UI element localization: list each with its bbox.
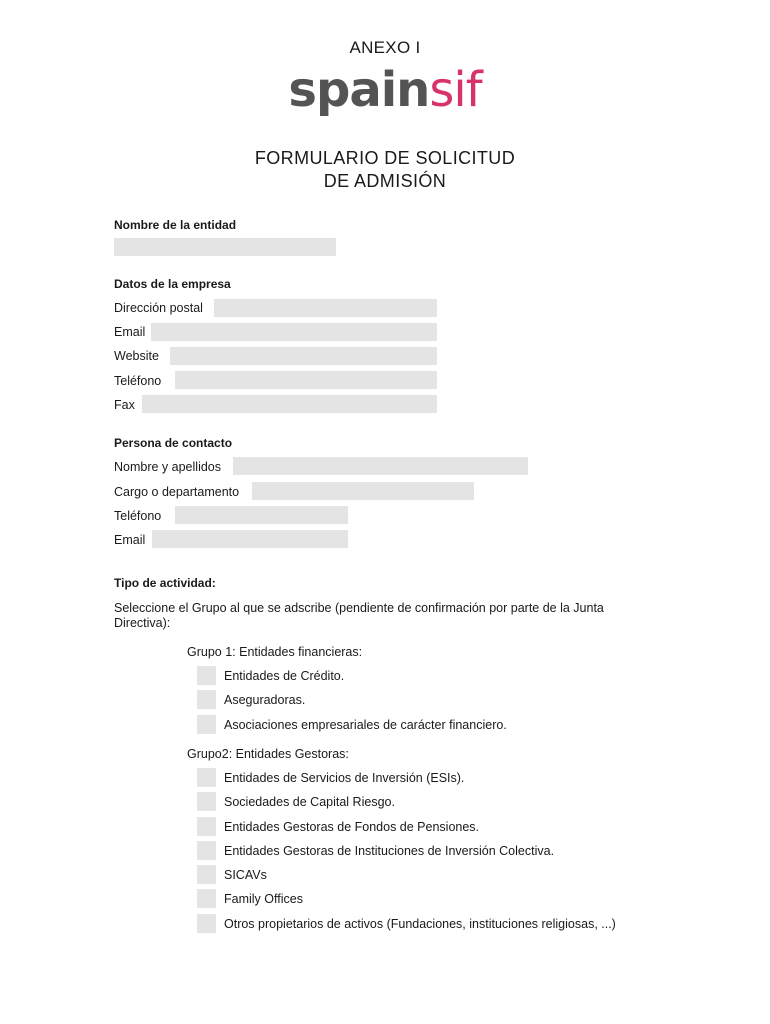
contact-phone-field[interactable] — [175, 506, 348, 524]
company-data-heading: Datos de la empresa — [114, 277, 231, 291]
group-2-label: Grupo2: Entidades Gestoras: — [187, 747, 349, 761]
checkbox-esis[interactable] — [197, 768, 216, 787]
postal-address-label: Dirección postal — [114, 301, 203, 315]
position-field[interactable] — [252, 482, 474, 500]
checkbox-other-asset-owners[interactable] — [197, 914, 216, 933]
website-field[interactable] — [170, 347, 437, 365]
checkbox-credit-entities[interactable] — [197, 666, 216, 685]
contact-phone-label: Teléfono — [114, 509, 162, 523]
activity-type-heading: Tipo de actividad: — [114, 576, 216, 590]
checkbox-collective-investment-managers[interactable] — [197, 841, 216, 860]
option-other-asset-owners: Otros propietarios de activos (Fundaciones, instituciones religiosas, ...) — [224, 917, 616, 931]
option-collective-investment-managers: Entidades Gestoras de Instituciones de Inversión Colectiva. — [224, 844, 555, 858]
position-label: Cargo o departamento — [114, 485, 240, 499]
checkbox-pension-fund-managers[interactable] — [197, 817, 216, 836]
group-instruction: Seleccione el Grupo al que se adscribe (pendiente de confirmación por parte de la Junta Directiva): — [114, 601, 604, 630]
checkbox-venture-capital[interactable] — [197, 792, 216, 811]
spainsif-logo — [0, 62, 770, 118]
option-esis: Entidades de Servicios de Inversión (ESIs). — [224, 771, 465, 785]
contact-person-heading: Persona de contacto — [114, 436, 233, 450]
contact-email-label: Email — [114, 533, 146, 547]
group-1-label: Grupo 1: Entidades financieras: — [187, 645, 363, 659]
fax-field[interactable] — [142, 395, 437, 413]
website-label: Website — [114, 349, 159, 363]
company-phone-field[interactable] — [175, 371, 437, 389]
checkbox-sicavs[interactable] — [197, 865, 216, 884]
company-email-label: Email — [114, 325, 146, 339]
full-name-label: Nombre y apellidos — [114, 460, 221, 474]
logo-text-sif: sif — [429, 62, 482, 118]
entity-name-heading: Nombre de la entidad — [114, 218, 237, 232]
annex-title: ANEXO I — [349, 38, 421, 57]
option-business-associations: Asociaciones empresariales de carácter financiero. — [224, 718, 507, 732]
fax-label: Fax — [114, 398, 135, 412]
company-email-field[interactable] — [151, 323, 437, 341]
option-insurers: Aseguradoras. — [224, 693, 306, 707]
company-phone-label: Teléfono — [114, 374, 162, 388]
checkbox-business-associations[interactable] — [197, 715, 216, 734]
option-credit-entities: Entidades de Crédito. — [224, 669, 345, 683]
form-title-line-1: FORMULARIO DE SOLICITUD — [254, 148, 516, 168]
option-sicavs: SICAVs — [224, 868, 267, 882]
logo-text-spain: spain — [288, 62, 430, 118]
checkbox-family-offices[interactable] — [197, 889, 216, 908]
entity-name-field[interactable] — [114, 238, 336, 256]
postal-address-field[interactable] — [214, 299, 437, 317]
form-title-line-2: DE ADMISIÓN — [323, 171, 447, 191]
option-pension-fund-managers: Entidades Gestoras de Fondos de Pensiones. — [224, 820, 480, 834]
checkbox-insurers[interactable] — [197, 690, 216, 709]
option-venture-capital: Sociedades de Capital Riesgo. — [224, 795, 395, 809]
contact-email-field[interactable] — [152, 530, 348, 548]
option-family-offices: Family Offices — [224, 892, 303, 906]
full-name-field[interactable] — [233, 457, 528, 475]
form-title — [0, 147, 770, 193]
